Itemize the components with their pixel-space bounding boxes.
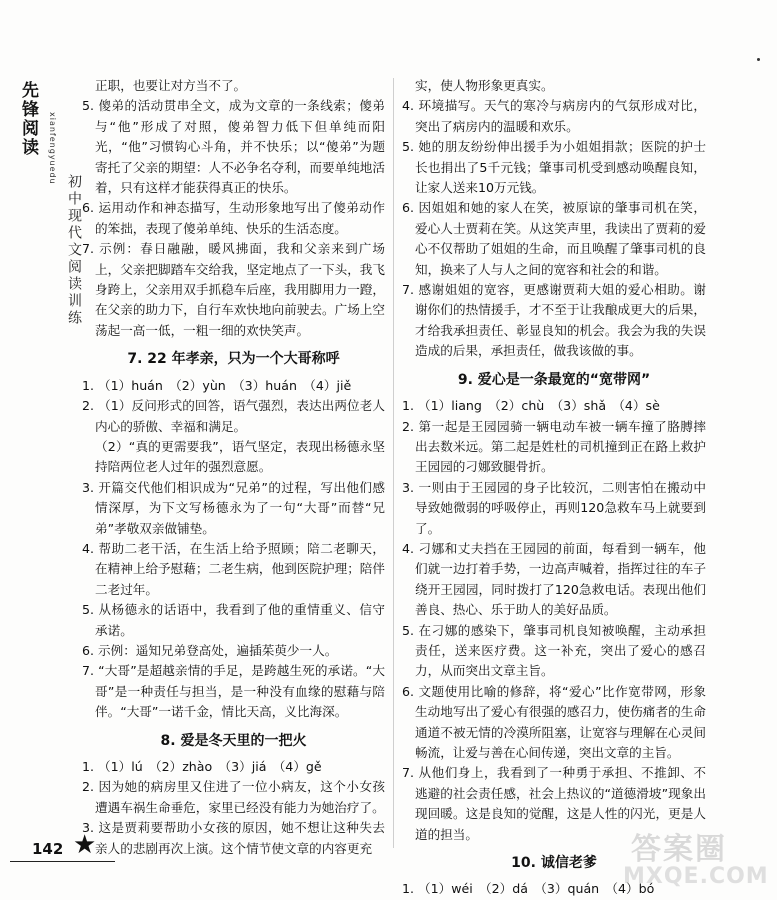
answer-item: 5. 她的朋友纷纷伸出援手为小姐姐捐款；医院的护士长也捐出了5千元钱；肇事司机受到感动唤醒良知，让家人送来10万元钱。 [402,139,706,196]
series-sidebar [18,82,80,372]
brand-line-1: 先锋 [22,81,39,120]
answer-item: 2. （1）反问形式的回答，语气强烈，表达出两位老人内心的骄傲、幸福和满足。 [82,398,385,434]
answer-continuation: （2）“真的更需要我”，语气坚定，表现出杨德永坚持陪两位老人过年的强烈意愿。 [95,438,385,475]
brand-line-2: 阅读 [22,119,39,158]
answer-item: 6. 文题使用比喻的修辞，将“爱心”比作宽带网，形象生动地写出了爱心有很强的感召力，使伤痛者的生命通道不被无情的冷漠所阻塞，让宽容与理解在心灵间畅流，让爱与善在心间传递，突出文章的主旨。 [402,683,706,760]
column-divider [393,78,394,848]
answer-item: 2. 因为她的病房里又住进了一位小病友，这个小女孩遭遇车祸生命垂危，家里已经没有能力为她治疗了。 [82,779,385,815]
section-heading: 10. 诚信老爹 [511,855,597,872]
answer-item: 7. “大哥”是超越亲情的手足，是跨越生死的承诺。“大哥”是一种责任与担当，是一种没有血缘的慰藉与陪伴。“大哥”一诺千金，情比天高，义比海深。 [82,663,385,720]
answer-continuation: 实，使人物形象更真实。 [415,78,554,93]
watermark-logo-text: 答案圈 [631,832,727,867]
answer-item: 1. （1）huán （2）yùn （3）huán （4）jiě [82,377,352,393]
answer-item: 6. 因姐姐和她的家人在笑，被原谅的肇事司机在笑，爱心人士贾莉在笑。从这笑声里，我读出了贾莉的爱心不仅帮助了姐姐的生命，而且唤醒了肇事司机的良知，换来了人与人之间的宽容和社会的和谐。 [402,200,706,277]
answer-item: 6. 运用动作和神态描写，生动形象地写出了傻弟动作的笨拙，表现了傻弟单纯、快乐的生活态度。 [82,200,385,236]
footer-rule [10,861,115,862]
answer-item: 3. 开篇交代他们相识成为“兄弟”的过程，写出他们感情深厚，为下文写杨德永为了一句“大哥”而替“兄弟”孝敬双亲做铺垫。 [82,479,385,536]
answer-item: 7. 示例：春日融融，暖风拂面，我和父亲来到广场上，父亲把脚踏车交给我，坚定地点了一下头，我飞身跨上，父亲用双手抓稳车后座，我用脚用力一蹬，在父亲的助力下，自行车欢快地向前驶去。广场上空荡起一高一低，一粗一细的欢快笑声。 [82,241,385,338]
answer-item: 5. 在刁娜的感染下，肇事司机良知被唤醒，主动承担责任，送来医疗费。这一补充，突出了爱心的感召力，从而突出文章主旨。 [402,622,706,679]
answer-item: 5. 从杨德永的话语中，我看到了他的重情重义、信守承诺。 [82,602,385,638]
brand-pinyin: xianfengyuedu [48,112,57,185]
answer-item: 4. 环境描写。天气的寒冷与病房内的气氛形成对比，突出了病房内的温暖和欢乐。 [402,98,706,134]
page-number: 142 [32,840,64,858]
answer-item: 1. （1）wéi （2）dá （3）quán （4）bó [402,881,655,897]
brand-logo [22,82,44,158]
section-heading: 8. 爱是冬天里的一把火 [160,732,307,749]
answer-item: 4. 帮助二老干活，在生活上给予照顾；陪二老聊天，在精神上给予慰藉；二老生病，他到医院护理；陪伴二老过年。 [82,540,385,597]
star-icon: ★ [73,830,97,860]
answer-item: 3. 一则由于王园园的身子比较沉，二则害怕在搬动中导致她微弱的呼吸停止，再则120急救车马上就要到了。 [402,479,706,536]
corner-dot [757,58,760,61]
watermark-url: MXQE.COM [623,864,769,889]
watermark [613,824,769,894]
answer-item: 7. 感谢姐姐的宽容，更感谢贾莉大姐的爱心相助。谢谢你们的热情援手，才不至于让我酿成更大的后果，才给我承担责任、彰显良知的机会。我会为我的失误造成的后果，承担责任，做我该做的事。 [402,282,706,359]
section-heading: 9. 爱心是一条最宽的“宽带网” [457,371,651,388]
right-column [402,76,706,900]
answer-item: 1. （1）liang （2）chù （3）shǎ （4）sè [402,398,660,414]
section-heading: 7. 22 年孝亲，只为一个大哥称呼 [127,351,340,368]
answer-item: 5. 傻弟的活动贯串全文，成为文章的一条线索；傻弟与“他”形成了对照，傻弟智力低下但单纯而阳光，“他”习惯钩心斗角，并不快乐；以“傻弟”为题寄托了父亲的期望：人不必争名夺利，而要单纯地活着，只有这样才能获得真正的快乐。 [82,98,385,196]
page-footer [10,828,140,868]
answer-item: 6. 示例：遥知兄弟登高处，遍插茱萸少一人。 [82,642,338,658]
answer-item: 7. 从他们身上，我看到了一种勇于承担、不推卸、不逃避的社会责任感，社会上热议的“道德滑坡”现象出现回暖。这是良知的觉醒，这是人性的闪光，更是人道的担当。 [402,765,706,842]
series-title: 初中现代文阅读训练 [66,174,82,327]
answer-item: 4. 刁娜和丈夫挡在王园园的前面，每看到一辆车，他们就一边打着手势，一边高声喊着，指挥过往的车子绕开王园园，同时拨打了120急救电话。表现出他们善良、热心、乐于助人的美好品质。 [402,540,706,618]
answer-continuation: 正职，也要让对方当不了。 [95,78,247,93]
answer-item: 3. 这是贾莉要帮助小女孩的原因，她不想让这种失去亲人的悲剧再次上演。这个情节使文章的内容更充 [82,820,385,856]
left-column [82,76,385,859]
answer-item: 1. （1）lú （2）zhào （3）jiá （4）gě [82,759,322,774]
answer-item: 2. 第一起是王园园骑一辆电动车被一辆车撞了胳膊摔出去数米远。第二起是姓杜的司机撞到正在路上救护王园园的刁娜致腿骨折。 [402,418,706,475]
